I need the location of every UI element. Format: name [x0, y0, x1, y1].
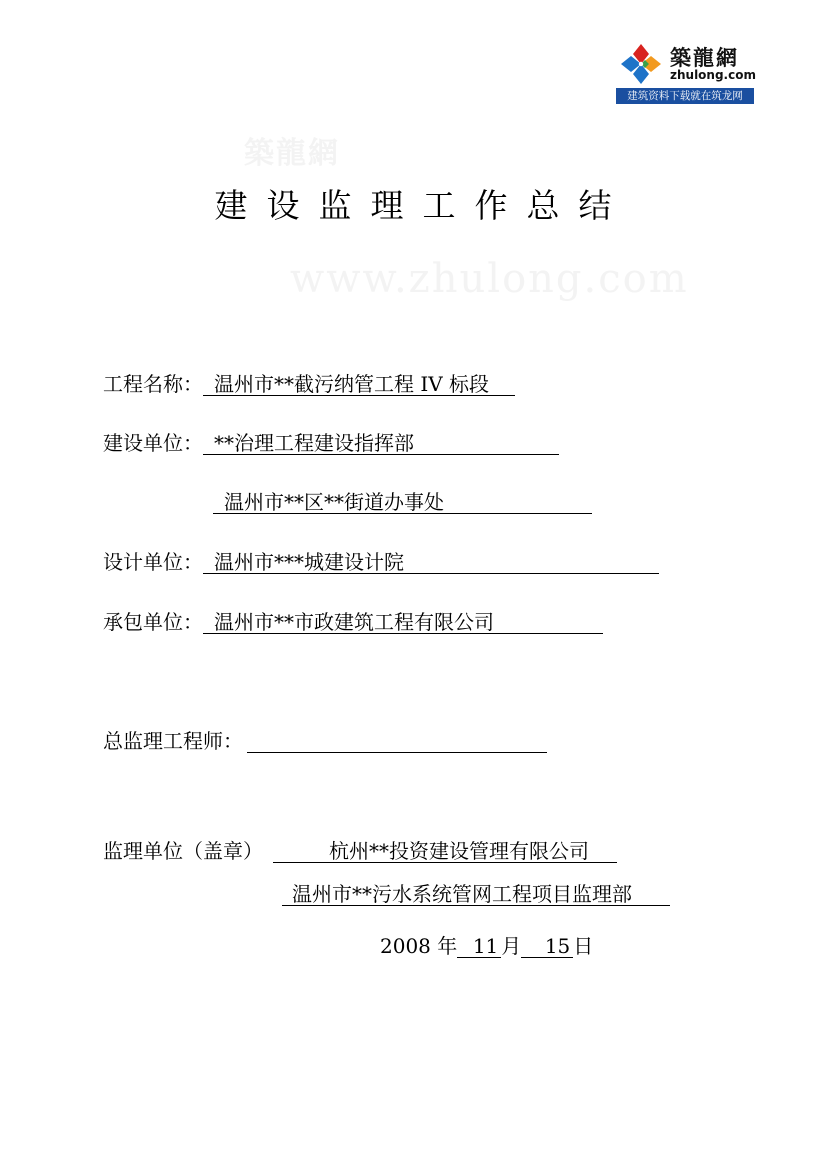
contractor-value: 温州市**市政建筑工程有限公司: [203, 610, 603, 634]
document-title: 建设监理工作总结: [214, 186, 631, 225]
chief-engineer-label: 总监理工程师：: [103, 729, 243, 753]
designer-row: [103, 550, 659, 574]
date-year: 2008: [380, 934, 431, 958]
date-day: 15: [521, 934, 573, 958]
contractor-row: [103, 610, 603, 634]
builder-value-1: **治理工程建设指挥部: [203, 431, 559, 455]
watermark-brand: 築龍網: [244, 136, 340, 171]
supervisor-value-1: 杭州**投资建设管理有限公司: [273, 839, 617, 863]
builder-value-2: 温州市**区**街道办事处: [213, 490, 592, 514]
project-name-row: [103, 372, 515, 396]
builder-row-2: [213, 490, 592, 514]
logo-slogan: 建筑资料下载就在筑龙网: [616, 88, 754, 104]
date-day-unit: 日: [573, 934, 594, 958]
builder-label: 建设单位：: [103, 431, 203, 455]
designer-label: 设计单位：: [103, 550, 203, 574]
date-month-unit: 月: [501, 934, 522, 958]
builder-row: [103, 431, 559, 455]
chief-engineer-row: [103, 729, 547, 753]
date-row: [380, 934, 593, 958]
zhulong-logo-icon: [618, 42, 664, 86]
supervisor-value-2: 温州市**污水系统管网工程项目监理部: [282, 882, 670, 906]
date-year-unit: 年: [437, 934, 458, 958]
zhulong-logo: [616, 38, 754, 104]
supervisor-label: 监理单位（盖章）: [103, 839, 263, 863]
project-name-label: 工程名称：: [103, 372, 203, 396]
contractor-label: 承包单位：: [103, 610, 203, 634]
designer-value: 温州市***城建设计院: [203, 550, 659, 574]
watermark-url: www.zhulong.com: [290, 256, 689, 302]
supervisor-row: [103, 839, 617, 863]
project-name-value: 温州市**截污纳管工程 IV 标段: [203, 372, 515, 396]
logo-name: 築龍網: [670, 45, 739, 70]
date-month: 11: [457, 934, 501, 958]
logo-url: zhulong.com: [670, 68, 756, 82]
chief-engineer-signature-line: [247, 729, 547, 753]
supervisor-row-2: [282, 882, 670, 906]
